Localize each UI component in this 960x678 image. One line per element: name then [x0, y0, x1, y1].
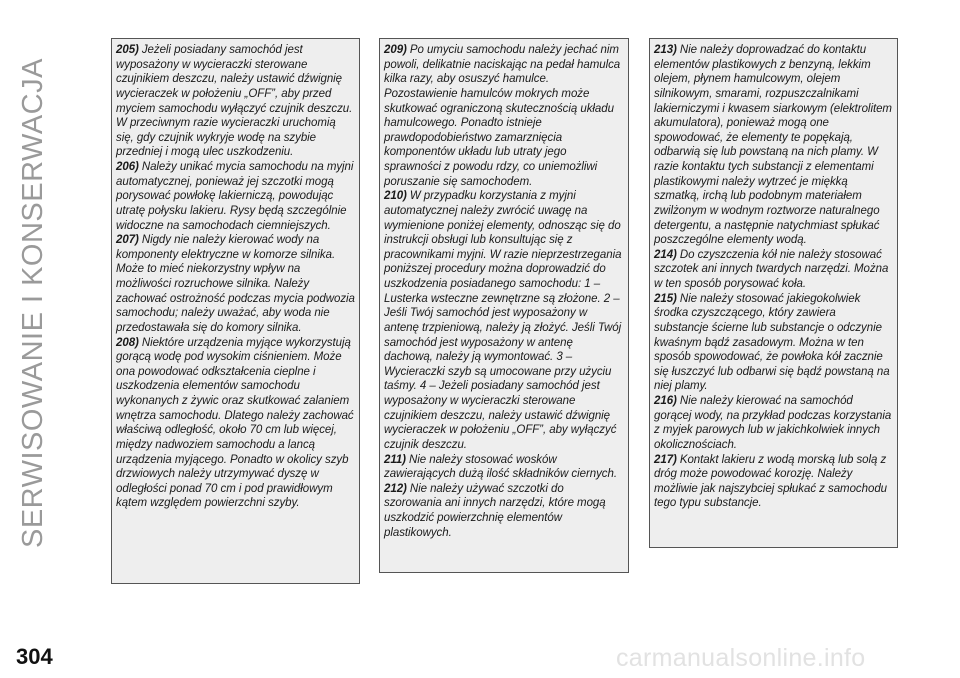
- note-208: [116, 336, 355, 512]
- note-number: 210): [384, 190, 407, 203]
- note-number: 205): [116, 44, 139, 56]
- note-text: Nigdy nie należy kierować wody na komponenty elektryczne w komorze silnika. Może to mieć niekorzystny wpływ na możliwości rozruchowe silnika. Należy zachować ostrożność podczas mycia podwozia samochodu; należy uważać, aby woda nie przedostawała się do komory silnika.: [116, 234, 355, 334]
- note-number: 207): [116, 234, 139, 247]
- note-214: [654, 248, 893, 292]
- note-number: 212): [384, 482, 407, 495]
- note-205: [116, 43, 355, 160]
- note-206: [116, 160, 355, 233]
- note-text: Po umyciu samochodu należy jechać nim powoli, delikatnie naciskając na pedał hamulca kilka razy, aby osuszyć hamulce. Pozostawienie hamulców mokrych może skutkować ograniczoną skutecznością układu hamulcowego. Ponadto istnieje prawdopodobieństwo zamarznięcia komponentów układu lub utraty jego sprawności z powodu rdzy, co uniemożliwi poruszanie się samochodem.: [384, 44, 621, 188]
- note-text: Nie należy stosować wosków zawierających dużą ilość składników ciernych.: [384, 453, 617, 481]
- note-216: [654, 394, 893, 453]
- note-number: 206): [116, 161, 139, 173]
- note-210: [384, 189, 624, 452]
- note-column-1: [111, 38, 360, 584]
- note-text: Kontakt lakieru z wodą morską lub solą z dróg może powodować korozję. Należy możliwie jak najszybciej spłukać z samochodu tego typu substancje.: [654, 453, 888, 510]
- page-number: 304: [16, 644, 53, 669]
- note-text: Jeżeli posiadany samochód jest wyposażony w wycieraczki sterowane czujnikiem deszczu, należy ustawić dźwignię wycieraczek w położeniu „OFF”, aby przed myciem samochodu wyłączyć czujnik deszczu. W przeciwnym razie wycieraczki uruchomią się, gdy czujnik wykryje wodę na szybie przedniej i mogą ulec uszkodzeniu.: [116, 44, 353, 159]
- watermark: carmanualsonline.info: [616, 644, 866, 672]
- note-column-3: [649, 38, 898, 548]
- note-text: Niektóre urządzenia myjące wykorzystują gorącą wodę pod wysokim ciśnieniem. Może ona powodować odkształcenia cieplne i uszkodzenia elementów samochodu wykonanych z żywic oraz skutkować zalaniem wnętrza samochodu. Dlatego należy zachować właściwą odległość, około 70 cm lub więcej, między nadwoziem samochodu a lancą urządzenia myjącego. Ponadto w okolicy szyb drzwiowych należy utrzymywać dyszę w odległości ponad 70 cm i pod prawidłowym kątem względem powierzchni szyby.: [116, 336, 354, 510]
- note-213: [654, 43, 893, 248]
- note-number: 215): [654, 292, 677, 305]
- note-211: [384, 453, 624, 482]
- note-number: 213): [654, 44, 677, 56]
- note-text: Nie należy stosować jakiegokolwiek środka czyszczącego, który zawiera substancje ścierne lub substancje o odczynie kwaśnym bądź zasadowym. Można w ten sposób spowodować, że powłoka kół zacznie się łuszczyć lub odbarwi się bądź powstaną na niej plamy.: [654, 292, 890, 393]
- note-number: 216): [654, 395, 677, 407]
- note-207: [116, 233, 355, 335]
- note-text: Należy unikać mycia samochodu na myjni automatycznej, ponieważ jej szczotki mogą porysować powłokę lakierniczą, powodując utratę połysku lakieru. Rysy będą szczególnie widoczne na samochodach ciemniejszych.: [116, 161, 354, 232]
- note-number: 214): [654, 248, 677, 261]
- note-text: W przypadku korzystania z myjni automatycznej należy zwrócić uwagę na wymienione poniżej elementy, odnosząc się do instrukcji obsługi lub konsultując się z pracownikami myjni. W razie nieprzestrzegania poniższej procedury można doprowadzić do uszkodzenia posiadanego samochodu: 1 – Lusterka wsteczne zewnętrzne są złożone. 2 – Jeśli Twój samochód jest wyposażony w antenę trzpieniową, należy ją złożyć. Jeśli Twój samochód jest wyposażony w antenę dachową, należy ją wymontować. 3 – Wycieraczki szyb są umocowane przy użyciu taśmy. 4 – Jeżeli posiadany samochód jest wyposażony w wycieraczki sterowane czujnikiem deszczu, należy ustawić dźwignię wycieraczek w położeniu „OFF”, aby wyłączyć czujnik deszczu.: [384, 190, 622, 451]
- note-209: [384, 43, 624, 189]
- note-number: 208): [116, 336, 139, 349]
- note-number: 209): [384, 44, 407, 56]
- note-217: [654, 453, 893, 512]
- note-212: [384, 482, 624, 541]
- note-text: Nie należy doprowadzać do kontaktu elementów plastikowych z benzyną, lekkim olejem, płynem hamulcowym, olejem silnikowym, smarami, rozpuszczalnikami lakierniczymi i kwasem siarkowym (elektrolitem akumulatora), ponieważ mogą one spowodować, że elementy te popękają, odbarwią się lub powstaną na nich plamy. W razie kontaktu tych substancji z elementami plastikowymi należy wytrzeć je miękką szmatką, irchą lub podobnym materiałem zwilżonym w wodnym roztworze naturalnego detergentu, a następnie natychmiast spłukać poszczególne elementy wodą.: [654, 44, 892, 247]
- note-text: Nie należy używać szczotki do szorowania ani innych narzędzi, które mogą uszkodzić powierzchnię elementów plastikowych.: [384, 482, 606, 539]
- note-column-2: [379, 38, 629, 573]
- note-number: 217): [654, 453, 677, 466]
- note-text: Do czyszczenia kół nie należy stosować szczotek ani innych twardych narzędzi. Można w ten sposób porysować koła.: [654, 248, 889, 290]
- note-text: Nie należy kierować na samochód gorącej wody, na przykład podczas korzystania z myjek parowych lub w jakichkolwiek innych okolicznościach.: [654, 395, 892, 451]
- note-215: [654, 292, 893, 394]
- section-side-title: SERWISOWANIE I KONSERWACJA: [17, 58, 49, 548]
- note-number: 211): [384, 453, 406, 466]
